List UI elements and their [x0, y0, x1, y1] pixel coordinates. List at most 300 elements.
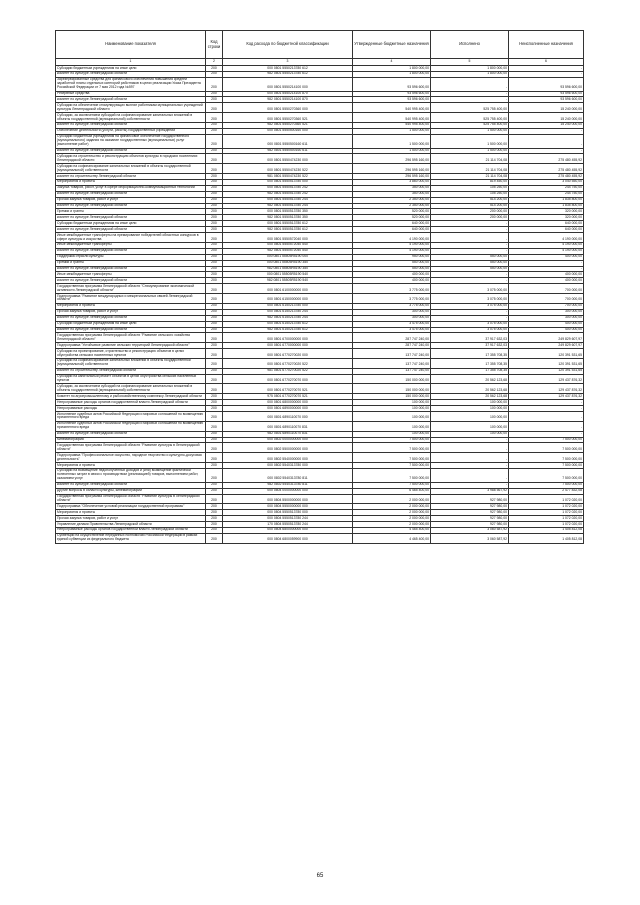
- row-line-code: 200: [206, 71, 223, 77]
- row-executed: 21 114 704,08: [431, 154, 509, 164]
- row-line-code: 200: [206, 400, 223, 406]
- row-approved: 100 000,00: [353, 421, 431, 431]
- row-approved: 4 465 400,00: [353, 533, 431, 543]
- header-executed: Исполнено: [431, 31, 509, 59]
- row-unexecuted: -: [509, 421, 584, 431]
- row-classification-code: 000 0801 6800000000 000: [223, 400, 353, 406]
- budget-execution-sheet: [55, 30, 583, 544]
- row-executed: 37 917 632,03: [431, 343, 509, 349]
- table-row: [56, 384, 584, 394]
- row-indicator-name: комитет по культуре Ленинградской области: [56, 482, 206, 488]
- row-approved: 93 596 600,00: [353, 91, 431, 97]
- row-classification-code: 981 0801 6770270020 522: [223, 368, 353, 374]
- row-unexecuted: -: [509, 71, 584, 77]
- row-classification-code: 000 0801 5550513780 242: [223, 185, 353, 191]
- row-line-code: 200: [206, 368, 223, 374]
- row-classification-code: 000 0801 6150213780 000: [223, 303, 353, 309]
- row-executed: -: [431, 97, 509, 103]
- table-row: [56, 284, 584, 294]
- row-indicator-name: Подпрограмма "Устойчивое развитие сельских территорий Ленинградской области": [56, 343, 206, 349]
- row-executed: 105 250,00: [431, 191, 509, 197]
- row-executed: 100 000,00: [431, 421, 509, 431]
- row-executed: 1 800 000,00: [431, 66, 509, 72]
- row-classification-code: 982 0801 5550513780 242: [223, 191, 353, 197]
- row-line-code: 200: [206, 77, 223, 91]
- row-approved: 520 000,00: [353, 209, 431, 215]
- row-unexecuted: 7 500 000,00: [509, 443, 584, 453]
- row-unexecuted: 640 000,00: [509, 221, 584, 227]
- row-unexecuted: 4 190 000,00: [509, 233, 584, 243]
- row-approved: 2 000 000,00: [353, 522, 431, 528]
- row-classification-code: 000 0802 5540313780 000: [223, 463, 353, 469]
- row-classification-code: 000 0801 6700000000 000: [223, 333, 353, 343]
- row-unexecuted: 1 072 020,00: [509, 510, 584, 516]
- row-approved: 137 747 240,00: [353, 368, 431, 374]
- row-executed: 1 500 000,00: [431, 134, 509, 148]
- row-approved: 6 465 400,00: [353, 488, 431, 494]
- row-unexecuted: 4 190 000,00: [509, 248, 584, 254]
- row-line-code: 200: [206, 148, 223, 154]
- row-approved: 1 500 000,00: [353, 148, 431, 154]
- row-executed: -: [431, 437, 509, 443]
- row-indicator-name: комитет по культуре Ленинградской области: [56, 148, 206, 154]
- row-approved: 350 000,00: [353, 185, 431, 191]
- row-classification-code: 982 0801 5550513780 350: [223, 215, 353, 221]
- row-unexecuted: 244 750,00: [509, 191, 584, 197]
- row-indicator-name: Мероприятия и проекты: [56, 179, 206, 185]
- row-indicator-name: Другие вопросы в области культуры, кинематографии: [56, 488, 206, 494]
- row-unexecuted: -: [509, 266, 584, 272]
- row-executed: 525 755 400,00: [431, 122, 509, 128]
- row-classification-code: 000 0802 0000000000 000: [223, 437, 353, 443]
- row-classification-code: 982 0801 6150213780 612: [223, 327, 353, 333]
- row-executed: 525 755 400,00: [431, 113, 509, 123]
- row-line-code: 200: [206, 66, 223, 72]
- row-unexecuted: 7 500 000,00: [509, 468, 584, 482]
- row-indicator-name: Субсидии бюджетным учреждениям на иные цели: [56, 66, 206, 72]
- row-classification-code: 982 0801 5550500160 611: [223, 148, 353, 154]
- row-indicator-name: комитет по культуре Ленинградской области: [56, 327, 206, 333]
- row-unexecuted: 129 437 876,32: [509, 384, 584, 394]
- row-executed: 100 000,00: [431, 412, 509, 422]
- row-unexecuted: 400 000,00: [509, 278, 584, 284]
- row-executed: -: [431, 272, 509, 278]
- row-line-code: 200: [206, 533, 223, 543]
- row-indicator-name: Государственная программа Ленинградской области "Развитие сельского хозяйства Ленинградской области": [56, 333, 206, 343]
- row-line-code: 200: [206, 179, 223, 185]
- row-classification-code: 000 0801 5550500160 000: [223, 128, 353, 134]
- row-approved: 2 000 000,00: [353, 510, 431, 516]
- row-approved: 3 775 000,00: [353, 303, 431, 309]
- row-executed: 3 075 000,00: [431, 327, 509, 333]
- row-classification-code: 000 0801 5550474230 000: [223, 154, 353, 164]
- table-row: [56, 412, 584, 422]
- row-line-code: 200: [206, 309, 223, 315]
- row-unexecuted: 93 596 600,00: [509, 77, 584, 91]
- row-unexecuted: -: [509, 134, 584, 148]
- row-line-code: 200: [206, 260, 223, 266]
- row-unexecuted: -: [509, 128, 584, 134]
- row-line-code: 200: [206, 431, 223, 437]
- row-executed: 3 060 587,92: [431, 527, 509, 533]
- row-classification-code: 000 0801 6150213780 244: [223, 309, 353, 315]
- row-approved: 7 500 000,00: [353, 437, 431, 443]
- row-indicator-name: комитет по культуре Ленинградской области: [56, 191, 206, 197]
- row-line-code: 200: [206, 215, 223, 221]
- row-line-code: 200: [206, 488, 223, 494]
- row-indicator-name: комитет по культуре Ленинградской области: [56, 203, 206, 209]
- row-line-code: 200: [206, 254, 223, 260]
- row-indicator-name: Подпрограмма "Обеспечение условий реализации государственной программы": [56, 504, 206, 510]
- row-approved: 93 596 600,00: [353, 77, 431, 91]
- row-line-code: 200: [206, 227, 223, 233]
- row-approved: 540 995 400,00: [353, 122, 431, 128]
- row-indicator-name: Субсидии бюджетным учреждениям на иные цели: [56, 221, 206, 227]
- row-executed: 20 562 123,68: [431, 374, 509, 384]
- row-line-code: 200: [206, 482, 223, 488]
- row-unexecuted: 7 500 000,00: [509, 463, 584, 469]
- row-executed: 525 755 400,00: [431, 103, 509, 113]
- table-row: [56, 164, 584, 174]
- row-classification-code: 000 0802 5540313780 811: [223, 468, 353, 482]
- row-classification-code: 000 0801 6150213780 612: [223, 321, 353, 327]
- row-indicator-name: Иные межбюджетные трансферты: [56, 242, 206, 248]
- row-unexecuted: 320 000,00: [509, 209, 584, 215]
- row-indicator-name: Мероприятия и проекты: [56, 303, 206, 309]
- row-indicator-name: комитет по культуре Ленинградской области: [56, 431, 206, 437]
- row-executed: -: [431, 463, 509, 469]
- row-approved: 4 190 000,00: [353, 248, 431, 254]
- row-approved: 4 190 000,00: [353, 233, 431, 243]
- row-classification-code: 000 0801 55505R5190 000: [223, 254, 353, 260]
- row-line-code: 200: [206, 349, 223, 359]
- page-number: 65: [316, 873, 324, 879]
- row-indicator-name: Иные межбюджетные трансферты: [56, 272, 206, 278]
- row-approved: 640 000,00: [353, 227, 431, 233]
- row-unexecuted: 2 477 832,08: [509, 488, 584, 494]
- table-row: [56, 333, 584, 343]
- budget-table: [55, 30, 584, 544]
- row-classification-code: 982 0801 5550214100 870: [223, 97, 353, 103]
- row-indicator-name: Субсидии бюджетным учреждениям на финансовое обеспечение государственного (муниципального) задания на оказание государственных (муниципальных) услуг (выполнение работ): [56, 134, 206, 148]
- row-unexecuted: -: [509, 431, 584, 437]
- table-row: [56, 294, 584, 304]
- row-indicator-name: Мероприятия и проекты: [56, 510, 206, 516]
- row-unexecuted: 400 000,00: [509, 254, 584, 260]
- row-approved: 137 747 240,00: [353, 358, 431, 368]
- table-row: [56, 77, 584, 91]
- row-classification-code: 000 0801 5550513780 612: [223, 221, 353, 227]
- row-executed: -: [431, 443, 509, 453]
- row-classification-code: 000 0801 55505R5190 540: [223, 272, 353, 278]
- row-approved: 640 000,00: [353, 221, 431, 227]
- row-approved: 296 595 160,00: [353, 154, 431, 164]
- row-indicator-name: комитет по строительству Ленинградской области: [56, 368, 206, 374]
- row-executed: 100 000,00: [431, 400, 509, 406]
- row-approved: 287 747 240,00: [353, 343, 431, 349]
- row-classification-code: 000 0804 0000000000 000: [223, 488, 353, 494]
- row-executed: 200 000,00: [431, 215, 509, 221]
- row-unexecuted: 15 240 000,00: [509, 122, 584, 128]
- row-line-code: 200: [206, 463, 223, 469]
- row-indicator-name: Кинематография: [56, 437, 206, 443]
- row-unexecuted: 1 072 020,00: [509, 522, 584, 528]
- row-executed: 200 000,00: [431, 209, 509, 215]
- header-classification-code: Код расхода по бюджетной классификации: [223, 31, 353, 59]
- row-indicator-name: Субсидии на возмещение недополученных доходов и (или) возмещение фактически понесенных затрат в связи с производством (реализацией) товаров, выполнением работ, оказанием услуг: [56, 468, 206, 482]
- row-approved: 100 000,00: [353, 431, 431, 437]
- column-index-cell: 1: [56, 59, 206, 66]
- row-indicator-name: Иные межбюджетные трансферты на премирование победителей областных конкурсов в сфере культуры и искусства: [56, 233, 206, 243]
- row-approved: 3 775 000,00: [353, 284, 431, 294]
- row-approved: 300 000,00: [353, 315, 431, 321]
- row-line-code: 200: [206, 510, 223, 516]
- row-unexecuted: 1 405 812,08: [509, 527, 584, 533]
- row-unexecuted: 7 500 000,00: [509, 482, 584, 488]
- row-indicator-name: комитет по строительству Ленинградской области: [56, 174, 206, 180]
- row-executed: 927 980,00: [431, 494, 509, 504]
- row-approved: 4 190 000,00: [353, 242, 431, 248]
- row-unexecuted: 700 000,00: [509, 303, 584, 309]
- row-classification-code: 000 0801 5550513780 244: [223, 197, 353, 203]
- row-executed: 550 000,00: [431, 254, 509, 260]
- row-executed: 17 355 708,35: [431, 358, 509, 368]
- row-executed: -: [431, 453, 509, 463]
- row-indicator-name: Субсидии, за исключением субсидий на софинансирование капитальных вложений в объекты государственной (муниципальной) собственности: [56, 113, 206, 123]
- row-indicator-name: комитет по культуре Ленинградской области: [56, 248, 206, 254]
- row-executed: 17 355 708,35: [431, 368, 509, 374]
- row-unexecuted: 7 500 000,00: [509, 437, 584, 443]
- row-classification-code: 000 0801 5550214100 870: [223, 91, 353, 97]
- row-indicator-name: Подпрограмма "Развитие международных и межрегиональных связей Ленинградской области": [56, 294, 206, 304]
- row-executed: 3 075 000,00: [431, 303, 509, 309]
- row-unexecuted: 1 072 020,00: [509, 494, 584, 504]
- table-row: [56, 494, 584, 504]
- row-approved: 400 000,00: [353, 278, 431, 284]
- row-indicator-name: Субсидии, за исключением субсидий на софинансирование капитальных вложений в объекты государственной (муниципальной) собственности: [56, 384, 206, 394]
- row-classification-code: 000 0801 5550270360 000: [223, 103, 353, 113]
- row-classification-code: 000 0801 6770270020 000: [223, 349, 353, 359]
- column-index-cell: 4: [353, 59, 431, 66]
- row-classification-code: 981 0801 5550474230 522: [223, 174, 353, 180]
- row-unexecuted: 300 000,00: [509, 309, 584, 315]
- row-unexecuted: 15 240 000,00: [509, 103, 584, 113]
- row-classification-code: 000 0801 6890110070 831: [223, 421, 353, 431]
- row-approved: 296 595 160,00: [353, 174, 431, 180]
- row-unexecuted: 640 000,00: [509, 227, 584, 233]
- row-executed: 100 000,00: [431, 431, 509, 437]
- row-approved: 2 000 000,00: [353, 516, 431, 522]
- row-unexecuted: 1 835 800,00: [509, 203, 584, 209]
- row-executed: 550 000,00: [431, 260, 509, 266]
- row-line-code: 200: [206, 174, 223, 180]
- row-approved: 3 860 000,00: [353, 179, 431, 185]
- row-unexecuted: 4 190 000,00: [509, 242, 584, 248]
- header-unexecuted: Неисполненные назначения: [509, 31, 584, 59]
- row-executed: 1 800 000,00: [431, 71, 509, 77]
- row-classification-code: 000 0801 5550214100 000: [223, 77, 353, 91]
- row-unexecuted: 93 596 600,00: [509, 97, 584, 103]
- row-classification-code: 000 0802 5540000000 000: [223, 453, 353, 463]
- row-approved: 3 475 000,00: [353, 327, 431, 333]
- row-classification-code: 000 0804 5550513780 000: [223, 510, 353, 516]
- row-unexecuted: -: [509, 412, 584, 422]
- table-row: [56, 374, 584, 384]
- row-approved: 540 995 400,00: [353, 103, 431, 113]
- row-executed: -: [431, 278, 509, 284]
- row-approved: 7 500 000,00: [353, 443, 431, 453]
- row-unexecuted: 1 072 020,00: [509, 516, 584, 522]
- row-line-code: 200: [206, 209, 223, 215]
- row-indicator-name: комитет по культуре Ленинградской области: [56, 97, 206, 103]
- row-unexecuted: 244 750,00: [509, 185, 584, 191]
- row-unexecuted: 120 391 531,65: [509, 358, 584, 368]
- row-classification-code: 000 0802 5500000000 000: [223, 443, 353, 453]
- column-index-cell: 2: [206, 59, 223, 66]
- row-classification-code: 982 0801 55505R5190 540: [223, 278, 353, 284]
- header-approved: Утвержденные бюджетные назначения: [353, 31, 431, 59]
- row-approved: 137 747 240,00: [353, 349, 431, 359]
- row-approved: 3 775 000,00: [353, 294, 431, 304]
- row-line-code: 200: [206, 97, 223, 103]
- row-executed: -: [431, 77, 509, 91]
- table-row: [56, 103, 584, 113]
- row-executed: -: [431, 315, 509, 321]
- row-classification-code: 000 0804 5550000000 000: [223, 504, 353, 510]
- row-unexecuted: -: [509, 148, 584, 154]
- row-executed: 100 000,00: [431, 406, 509, 412]
- row-indicator-name: Непрограммные расходы органов государственной власти Ленинградской области: [56, 400, 206, 406]
- row-indicator-name: комитет по культуре Ленинградской области: [56, 315, 206, 321]
- header-line-code: Код строки: [206, 31, 223, 59]
- row-classification-code: 000 0801 5550572040 540: [223, 242, 353, 248]
- row-classification-code: 982 0801 5550270360 521: [223, 122, 353, 128]
- row-unexecuted: 249 829 607,97: [509, 333, 584, 343]
- row-unexecuted: 300 000,00: [509, 315, 584, 321]
- row-line-code: 200: [206, 164, 223, 174]
- row-indicator-name: Субсидии на софинансирование капитальных вложений в объекты государственной (муниципальной) собственности: [56, 164, 206, 174]
- row-approved: 2 350 000,00: [353, 197, 431, 203]
- row-classification-code: 000 0801 5550572040 000: [223, 233, 353, 243]
- row-line-code: 200: [206, 103, 223, 113]
- table-row: [56, 113, 584, 123]
- row-executed: -: [431, 468, 509, 482]
- row-indicator-name: Резервные средства: [56, 91, 206, 97]
- row-executed: 3 075 000,00: [431, 321, 509, 327]
- row-indicator-name: Премии и гранты: [56, 209, 206, 215]
- row-unexecuted: 700 000,00: [509, 294, 584, 304]
- table-row: [56, 468, 584, 482]
- row-unexecuted: 400 000,00: [509, 321, 584, 327]
- row-approved: 7 500 000,00: [353, 463, 431, 469]
- row-line-code: 200: [206, 185, 223, 191]
- row-approved: 350 000,00: [353, 191, 431, 197]
- table-row: [56, 233, 584, 243]
- column-index-row: [56, 59, 584, 66]
- row-line-code: 200: [206, 327, 223, 333]
- table-row: [56, 533, 584, 543]
- row-unexecuted: 129 437 876,32: [509, 394, 584, 400]
- row-unexecuted: 1 072 020,00: [509, 504, 584, 510]
- column-index-cell: 6: [509, 59, 584, 66]
- row-executed: 21 114 704,08: [431, 174, 509, 180]
- row-indicator-name: Исполнение судебных актов Российской Федерации и мировых соглашений по возмещению причиненного вреда: [56, 421, 206, 431]
- row-approved: 7 500 000,00: [353, 453, 431, 463]
- row-approved: 400 000,00: [353, 272, 431, 278]
- row-line-code: 200: [206, 453, 223, 463]
- row-indicator-name: Подпрограмма "Профессиональное искусство, народное творчество и культурно-досуговая деятельность": [56, 453, 206, 463]
- row-executed: 20 562 123,68: [431, 384, 509, 394]
- row-approved: 150 000 000,00: [353, 374, 431, 384]
- row-approved: 150 000 000,00: [353, 394, 431, 400]
- table-row: [56, 349, 584, 359]
- row-indicator-name: Государственная программа Ленинградской области "Развитие культуры в Ленинградской области": [56, 494, 206, 504]
- row-executed: 1 500 000,00: [431, 128, 509, 134]
- row-approved: 93 596 600,00: [353, 97, 431, 103]
- row-unexecuted: 275 480 455,92: [509, 164, 584, 174]
- row-executed: -: [431, 242, 509, 248]
- row-executed: 927 980,00: [431, 522, 509, 528]
- row-line-code: 200: [206, 358, 223, 368]
- row-line-code: 200: [206, 303, 223, 309]
- row-line-code: 200: [206, 437, 223, 443]
- row-classification-code: 170 0804 5550513780 244: [223, 522, 353, 528]
- row-executed: 3 075 000,00: [431, 284, 509, 294]
- row-executed: 514 200,00: [431, 197, 509, 203]
- row-executed: 819 450,00: [431, 179, 509, 185]
- row-classification-code: 000 0801 6150000000 000: [223, 294, 353, 304]
- row-approved: 100 000,00: [353, 412, 431, 422]
- row-approved: 950 000,00: [353, 254, 431, 260]
- row-unexecuted: -: [509, 66, 584, 72]
- row-indicator-name: Субвенции на осуществление переданных полномочий Российской Федерации в рамках единой субвенции из федерального бюджета: [56, 533, 206, 543]
- row-executed: 550 000,00: [431, 266, 509, 272]
- row-executed: 20 562 123,68: [431, 394, 509, 400]
- row-executed: 3 060 587,92: [431, 533, 509, 543]
- row-indicator-name: Обеспечение деятельности (услуги, работы) государственных учреждений: [56, 128, 206, 134]
- row-executed: 927 980,00: [431, 510, 509, 516]
- row-approved: 2 000 000,00: [353, 504, 431, 510]
- row-unexecuted: 320 000,00: [509, 215, 584, 221]
- row-approved: 2 000 000,00: [353, 494, 431, 504]
- row-classification-code: 000 0801 5550513780 000: [223, 179, 353, 185]
- row-line-code: 200: [206, 504, 223, 510]
- row-indicator-name: комитет по культуре Ленинградской области: [56, 71, 206, 77]
- row-approved: 100 000,00: [353, 400, 431, 406]
- row-approved: 3 475 000,00: [353, 321, 431, 327]
- row-line-code: 200: [206, 527, 223, 533]
- row-line-code: 200: [206, 134, 223, 148]
- row-approved: 296 595 160,00: [353, 164, 431, 174]
- row-indicator-name: Зарезервированные средства для финансового обеспечения повышения средней заработной платы отдельных категорий работников в целях реализации Указа Президента Российской Федерации от 7 мая 2012 года №597: [56, 77, 206, 91]
- row-unexecuted: 129 437 876,32: [509, 374, 584, 384]
- row-line-code: 200: [206, 384, 223, 394]
- row-classification-code: 000 0801 5550500160 611: [223, 134, 353, 148]
- row-approved: 100 000,00: [353, 406, 431, 412]
- row-indicator-name: комитет по культуре Ленинградской области: [56, 215, 206, 221]
- row-classification-code: 000 0804 5550513780 244: [223, 516, 353, 522]
- row-approved: 300 000,00: [353, 309, 431, 315]
- row-indicator-name: Управление делами Правительства Ленинградской области: [56, 522, 206, 528]
- row-indicator-name: комитет по культуре Ленинградской области: [56, 227, 206, 233]
- header-indicator-name: Наименование показателя: [56, 31, 206, 59]
- row-classification-code: 000 0801 55505R5190 350: [223, 260, 353, 266]
- row-classification-code: 000 0801 6890000000 000: [223, 406, 353, 412]
- row-unexecuted: 400 000,00: [509, 327, 584, 333]
- table-row: [56, 421, 584, 431]
- row-line-code: 200: [206, 343, 223, 349]
- row-approved: 7 500 000,00: [353, 482, 431, 488]
